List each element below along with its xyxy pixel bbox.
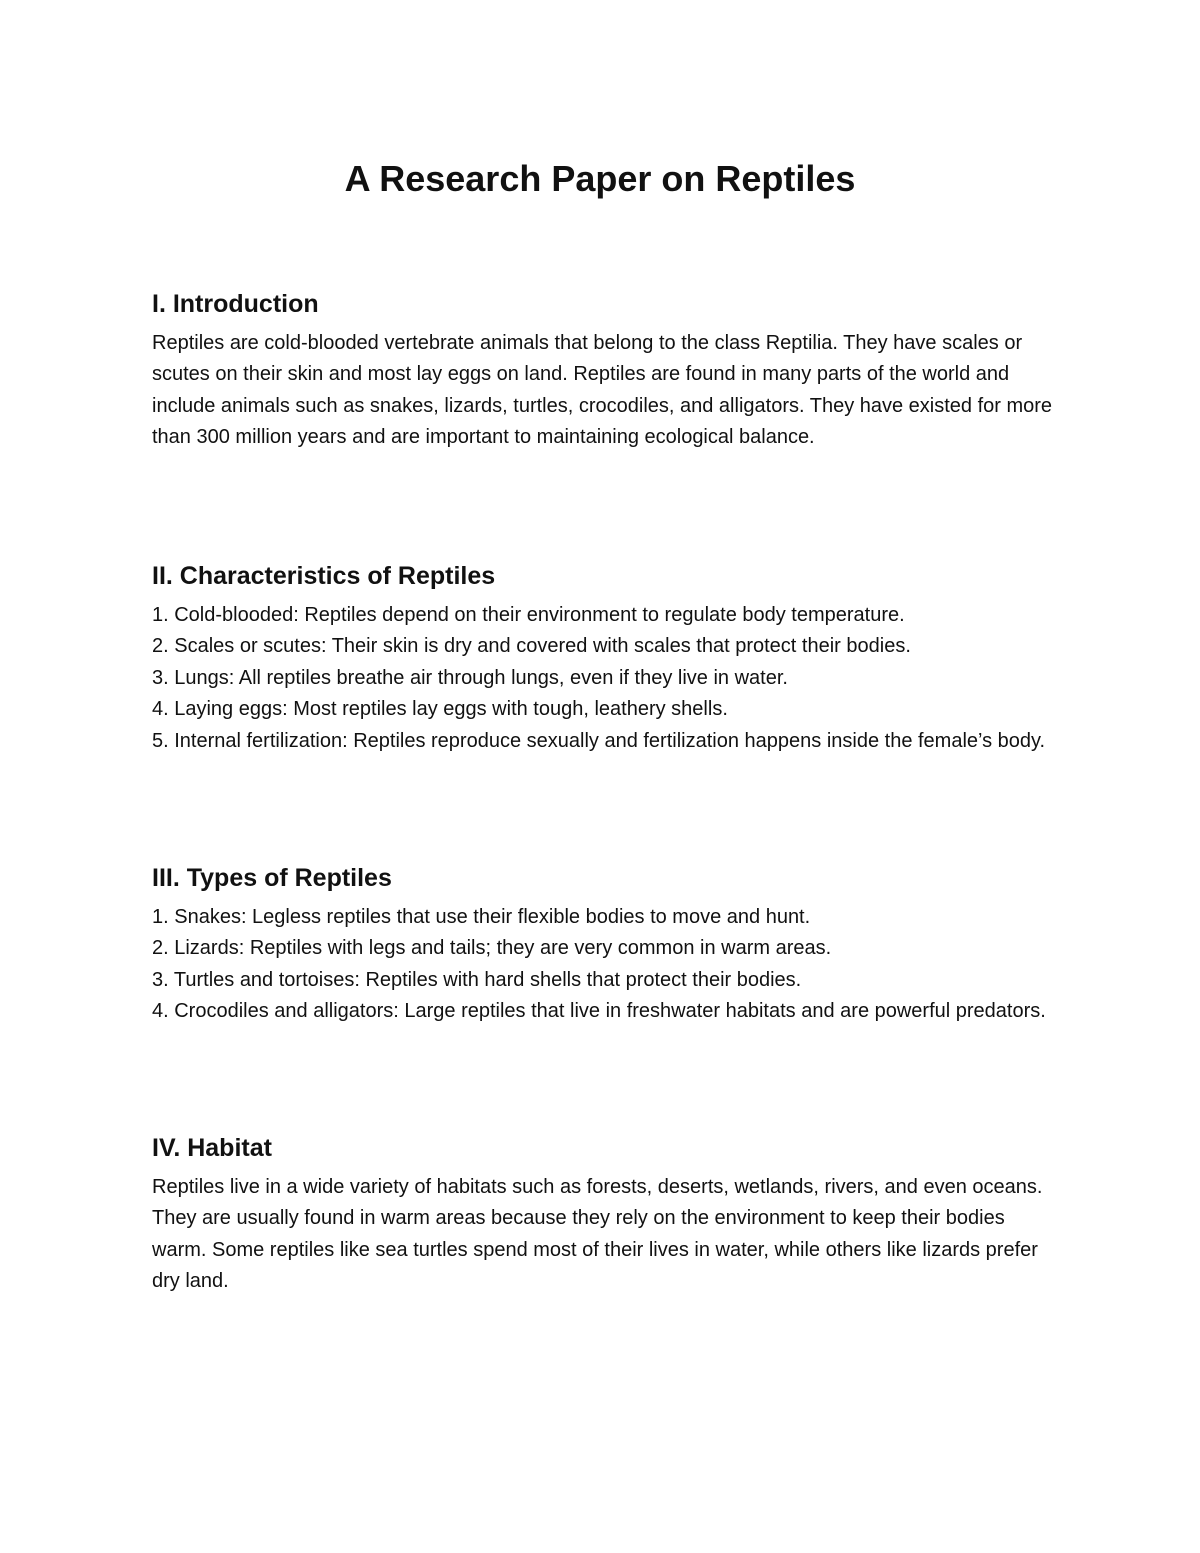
section-heading: I. Introduction	[152, 290, 319, 318]
section-heading: IV. Habitat	[152, 1134, 272, 1162]
section-introduction	[152, 288, 1057, 454]
section-heading: III. Types of Reptiles	[152, 864, 392, 892]
section-characteristics	[152, 560, 1057, 757]
list-item: 2. Lizards: Reptiles with legs and tails; they are very common in warm areas.	[152, 937, 832, 960]
section-heading: II. Characteristics of Reptiles	[152, 562, 496, 590]
list-item: 4. Crocodiles and alligators: Large reptiles that live in freshwater habitats and are powerful predators.	[152, 1000, 1046, 1023]
list-item: 1. Cold-blooded: Reptiles depend on their environment to regulate body temperature.	[152, 604, 905, 626]
section-types	[152, 862, 1057, 1028]
list-item: 5. Internal fertilization: Reptiles reproduce sexually and fertilization happens inside the female’s body.	[152, 729, 1046, 752]
characteristics-list	[152, 600, 1057, 757]
document-title: A Research Paper on Reptiles	[344, 158, 856, 199]
list-item: 2. Scales or scutes: Their skin is dry and covered with scales that protect their bodies.	[152, 635, 911, 658]
list-item: 3. Turtles and tortoises: Reptiles with hard shells that protect their bodies.	[152, 968, 802, 991]
section-paragraph: Reptiles are cold-blooded vertebrate animals that belong to the class Reptilia. They have scales or scutes on their skin and most lay eggs on land. Reptiles are found in many parts of the world and include animals such as snakes, lizards, turtles, crocodiles, and alligators. They have existed for more than 300 million years and are important to maintaining ecological balance.	[152, 332, 1053, 449]
types-list	[152, 902, 1057, 1028]
list-item: 4. Laying eggs: Most reptiles lay eggs with tough, leathery shells.	[152, 698, 728, 721]
section-paragraph: Reptiles live in a wide variety of habitats such as forests, deserts, wetlands, rivers, and even oceans. They are usually found in warm areas because they rely on the environment to keep their bodies warm. Some reptiles like sea turtles spend most of their lives in water, while others like lizards prefer dry land.	[152, 1176, 1043, 1293]
list-item: 3. Lungs: All reptiles breathe air through lungs, even if they live in water.	[152, 666, 788, 689]
list-item: 1. Snakes: Legless reptiles that use their flexible bodies to move and hunt.	[152, 906, 811, 928]
section-habitat	[152, 1132, 1057, 1298]
